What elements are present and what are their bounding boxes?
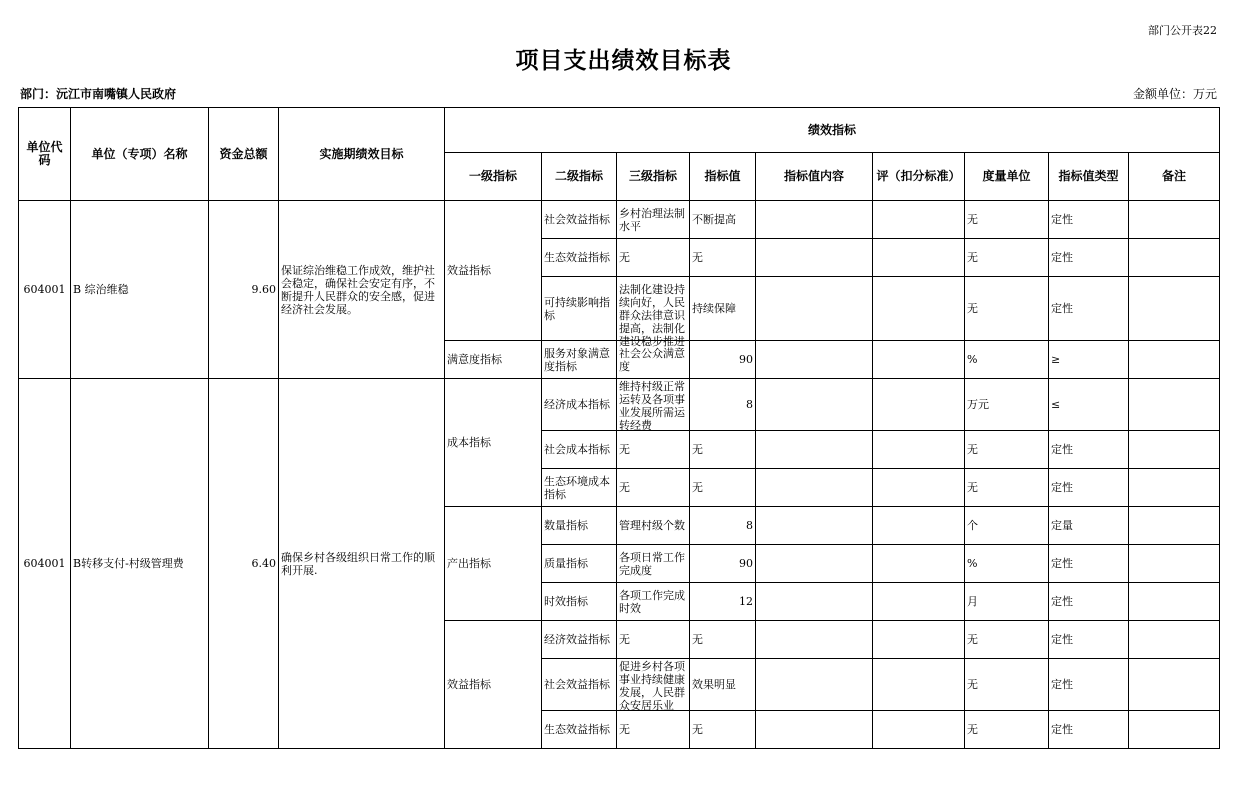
note — [1129, 201, 1220, 239]
value-content — [756, 201, 873, 239]
goal-text: 确保乡村各级组织日常工作的顺利开展. — [279, 379, 445, 749]
value-type: 定性 — [1049, 239, 1129, 277]
header-performance: 绩效指标 — [445, 108, 1220, 153]
score-standard — [873, 583, 965, 621]
value-type: 定性 — [1049, 621, 1129, 659]
measure-unit: 无 — [965, 659, 1049, 711]
form-number: 部门公开表22 — [1148, 24, 1217, 37]
lv3-indicator: 各项工作完成时效 — [617, 583, 690, 621]
lv2-indicator: 经济成本指标 — [542, 379, 617, 431]
indicator-value: 无 — [690, 711, 756, 749]
total-amount: 9.60 — [209, 201, 279, 379]
lv3-indicator: 法制化建设持续向好，人民群众法律意识提高，法制化建设稳步推进 — [617, 277, 690, 341]
score-standard — [873, 507, 965, 545]
lv2-indicator: 数量指标 — [542, 507, 617, 545]
measure-unit: 无 — [965, 621, 1049, 659]
score-standard — [873, 621, 965, 659]
lv2-indicator: 生态效益指标 — [542, 711, 617, 749]
header-goal: 实施期绩效目标 — [279, 108, 445, 201]
score-standard — [873, 201, 965, 239]
indicator-value: 无 — [690, 239, 756, 277]
note — [1129, 583, 1220, 621]
lv3-indicator: 无 — [617, 711, 690, 749]
measure-unit: 个 — [965, 507, 1049, 545]
header-unit-name: 单位（专项）名称 — [71, 108, 209, 201]
lv2-indicator: 社会效益指标 — [542, 201, 617, 239]
value-content — [756, 239, 873, 277]
lv3-indicator: 各项日常工作完成度 — [617, 545, 690, 583]
value-type: 定性 — [1049, 201, 1129, 239]
value-type: ≤ — [1049, 379, 1129, 431]
lv2-indicator: 社会效益指标 — [542, 659, 617, 711]
header-value-type: 指标值类型 — [1049, 153, 1129, 201]
value-type: 定性 — [1049, 277, 1129, 341]
score-standard — [873, 431, 965, 469]
amount-unit-label: 金额单位：万元 — [1132, 87, 1217, 101]
header-lv1: 一级指标 — [445, 153, 542, 201]
score-standard — [873, 379, 965, 431]
header-lv3: 三级指标 — [617, 153, 690, 201]
value-type: 定性 — [1049, 583, 1129, 621]
lv1-indicator: 效益指标 — [445, 201, 542, 341]
lv1-indicator: 产出指标 — [445, 507, 542, 621]
measure-unit: 月 — [965, 583, 1049, 621]
header-score: 评（扣分标准） — [873, 153, 965, 201]
lv2-indicator: 质量指标 — [542, 545, 617, 583]
page-title: 项目支出绩效目标表 — [515, 47, 732, 74]
unit-code: 604001 — [19, 379, 71, 749]
score-standard — [873, 469, 965, 507]
score-standard — [873, 545, 965, 583]
indicator-value: 12 — [690, 583, 756, 621]
lv1-indicator: 效益指标 — [445, 621, 542, 749]
measure-unit: 无 — [965, 239, 1049, 277]
value-content — [756, 341, 873, 379]
lv3-indicator: 无 — [617, 239, 690, 277]
lv3-indicator: 无 — [617, 431, 690, 469]
lv3-indicator: 维持村级正常运转及各项事业发展所需运转经费 — [617, 379, 690, 431]
note — [1129, 545, 1220, 583]
lv1-indicator: 成本指标 — [445, 379, 542, 507]
score-standard — [873, 711, 965, 749]
header-total-amount: 资金总额 — [209, 108, 279, 201]
lv2-indicator: 时效指标 — [542, 583, 617, 621]
header-value: 指标值 — [690, 153, 756, 201]
lv3-indicator: 乡村治理法制水平 — [617, 201, 690, 239]
note — [1129, 507, 1220, 545]
lv3-indicator: 社会公众满意度 — [617, 341, 690, 379]
lv2-indicator: 经济效益指标 — [542, 621, 617, 659]
value-content — [756, 431, 873, 469]
lv3-indicator: 无 — [617, 621, 690, 659]
note — [1129, 277, 1220, 341]
goal-text: 保证综治维稳工作成效，维护社会稳定，确保社会安定有序，不断提升人民群众的安全感，促进经济社会发展。 — [279, 201, 445, 379]
note — [1129, 659, 1220, 711]
note — [1129, 341, 1220, 379]
value-type: 定性 — [1049, 469, 1129, 507]
value-type: 定性 — [1049, 711, 1129, 749]
indicator-value: 不断提高 — [690, 201, 756, 239]
value-content — [756, 583, 873, 621]
value-content — [756, 507, 873, 545]
indicator-value: 90 — [690, 545, 756, 583]
unit-name: B 综治维稳 — [71, 201, 209, 379]
value-type: 定性 — [1049, 431, 1129, 469]
total-amount: 6.40 — [209, 379, 279, 749]
score-standard — [873, 659, 965, 711]
performance-target-table — [18, 107, 1220, 749]
value-type: 定性 — [1049, 659, 1129, 711]
measure-unit: % — [965, 545, 1049, 583]
value-content — [756, 469, 873, 507]
measure-unit: 无 — [965, 431, 1049, 469]
measure-unit: 无 — [965, 469, 1049, 507]
note — [1129, 431, 1220, 469]
lv2-indicator: 社会成本指标 — [542, 431, 617, 469]
lv2-indicator: 服务对象满意度指标 — [542, 341, 617, 379]
indicator-value: 持续保障 — [690, 277, 756, 341]
table-row — [19, 379, 1220, 431]
lv2-indicator: 生态环境成本指标 — [542, 469, 617, 507]
unit-name: B转移支付-村级管理费 — [71, 379, 209, 749]
value-content — [756, 711, 873, 749]
lv3-indicator: 无 — [617, 469, 690, 507]
indicator-value: 8 — [690, 379, 756, 431]
value-content — [756, 379, 873, 431]
score-standard — [873, 341, 965, 379]
lv3-indicator: 促进乡村各项事业持续健康发展，人民群众安居乐业 — [617, 659, 690, 711]
score-standard — [873, 239, 965, 277]
indicator-value: 8 — [690, 507, 756, 545]
header-note: 备注 — [1129, 153, 1220, 201]
measure-unit: % — [965, 341, 1049, 379]
header-unit-code: 单位代码 — [19, 108, 71, 201]
note — [1129, 469, 1220, 507]
table-row — [19, 201, 1220, 239]
measure-unit: 无 — [965, 711, 1049, 749]
score-standard — [873, 277, 965, 341]
value-content — [756, 277, 873, 341]
header-measure: 度量单位 — [965, 153, 1049, 201]
value-type: 定量 — [1049, 507, 1129, 545]
measure-unit: 无 — [965, 277, 1049, 341]
lv2-indicator: 可持续影响指标 — [542, 277, 617, 341]
indicator-value: 无 — [690, 621, 756, 659]
measure-unit: 万元 — [965, 379, 1049, 431]
measure-unit: 无 — [965, 201, 1049, 239]
note — [1129, 711, 1220, 749]
lv3-indicator: 管理村级个数 — [617, 507, 690, 545]
value-content — [756, 621, 873, 659]
note — [1129, 621, 1220, 659]
lv1-indicator: 满意度指标 — [445, 341, 542, 379]
value-type: 定性 — [1049, 545, 1129, 583]
value-content — [756, 659, 873, 711]
header-lv2: 二级指标 — [542, 153, 617, 201]
department-label: 部门：沅江市南嘴镇人民政府 — [20, 87, 177, 101]
note — [1129, 239, 1220, 277]
lv2-indicator: 生态效益指标 — [542, 239, 617, 277]
unit-code: 604001 — [19, 201, 71, 379]
value-type: ≥ — [1049, 341, 1129, 379]
note — [1129, 379, 1220, 431]
indicator-value: 90 — [690, 341, 756, 379]
indicator-value: 效果明显 — [690, 659, 756, 711]
header-content: 指标值内容 — [756, 153, 873, 201]
value-content — [756, 545, 873, 583]
indicator-value: 无 — [690, 431, 756, 469]
indicator-value: 无 — [690, 469, 756, 507]
